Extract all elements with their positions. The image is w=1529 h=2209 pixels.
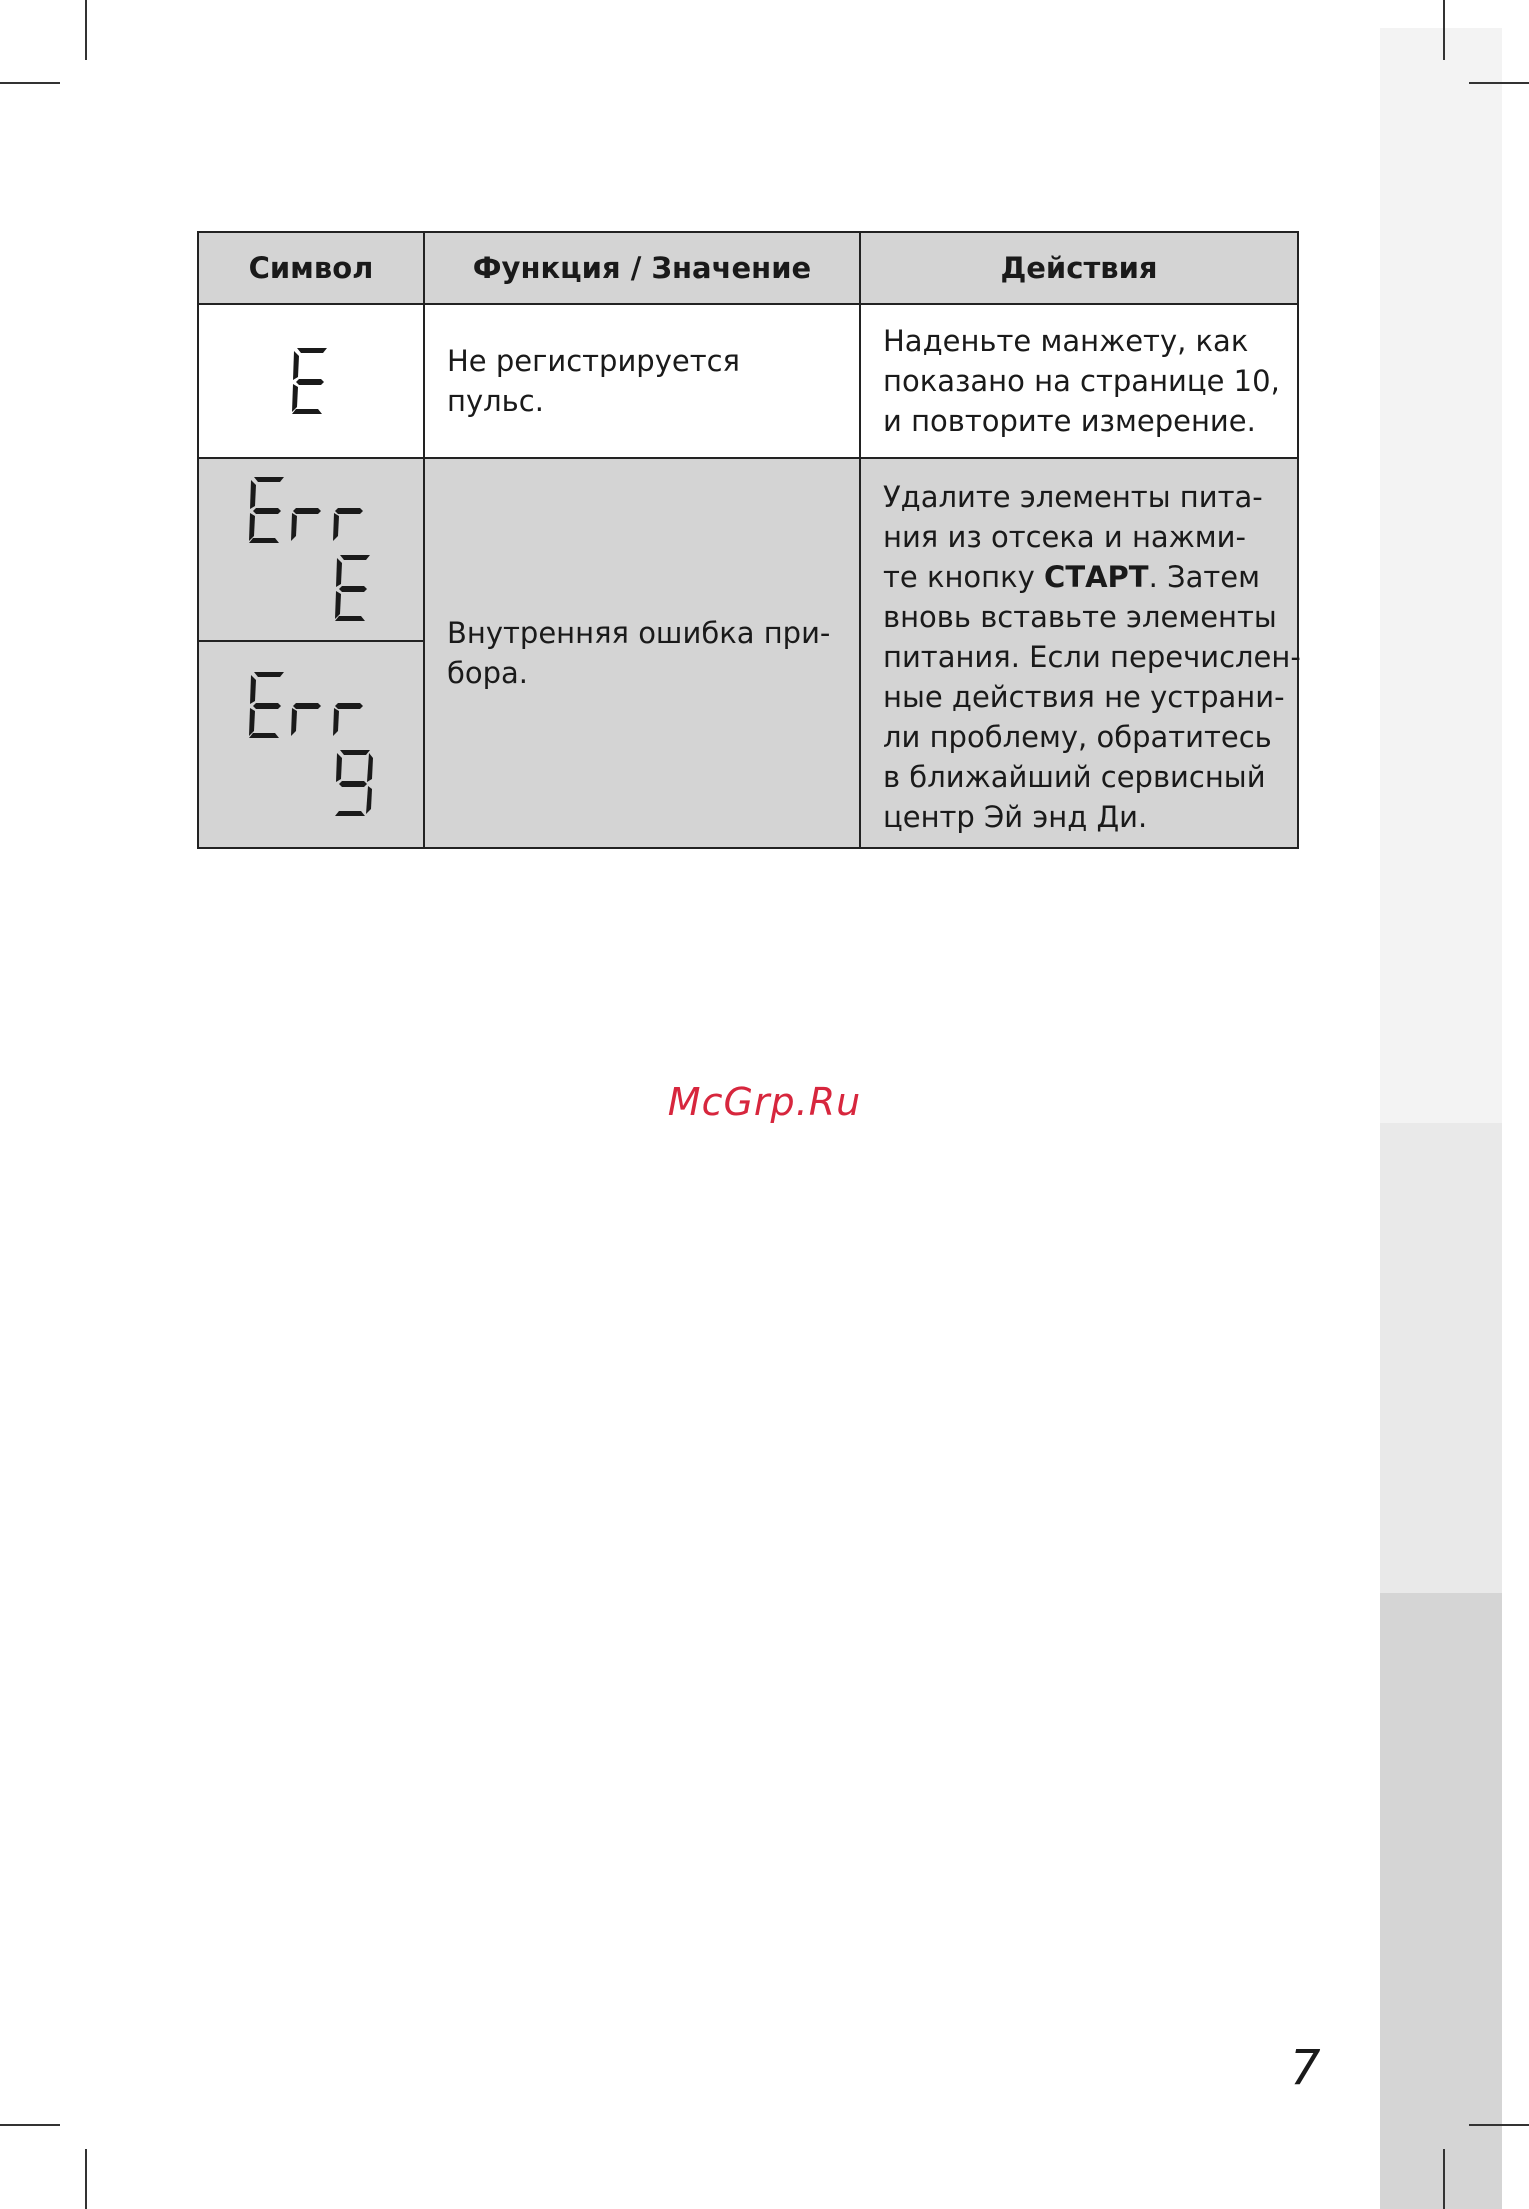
function-cell (424, 458, 860, 848)
side-tab-strip-bottom (1380, 1593, 1502, 2209)
header-function: Функция / Значение (424, 232, 860, 304)
crop-mark (1443, 0, 1445, 60)
symbol-cell (198, 458, 424, 641)
crop-mark (0, 82, 60, 84)
watermark: McGrp.Ru (667, 1080, 862, 1124)
actions-cell (860, 304, 1298, 458)
lcd-err-e-icon (246, 475, 376, 625)
side-tab-strip-middle (1380, 1123, 1502, 1593)
actions-line: Наденьте манжету, как (883, 324, 1249, 358)
header-actions: Действия (860, 232, 1298, 304)
actions-fragment: те кнопку (883, 560, 1035, 594)
error-codes-table (197, 231, 1299, 849)
lcd-e-icon (291, 346, 331, 416)
actions-fragment: . Затем (1148, 560, 1260, 594)
actions-line: и повторите измерение. (883, 404, 1256, 438)
actions-line: вновь вставьте элементы (883, 600, 1277, 634)
table-header-row (198, 232, 1298, 304)
crop-mark (85, 2149, 87, 2209)
actions-cell (860, 458, 1301, 848)
lcd-err-9-icon (246, 670, 376, 820)
actions-line: ния из отсека и нажми- (883, 520, 1246, 554)
actions-line: центр Эй энд Ди. (883, 800, 1148, 834)
actions-line: показано на странице 10, (883, 364, 1280, 398)
header-symbol: Символ (198, 232, 424, 304)
crop-mark (1469, 2124, 1529, 2126)
actions-text (861, 477, 1301, 837)
table-row (198, 458, 1298, 641)
crop-mark (85, 0, 87, 60)
function-line: Внутренняя ошибка при- (447, 616, 831, 650)
function-text (425, 613, 859, 693)
symbol-cell (198, 304, 424, 458)
actions-line: Удалите элементы пита- (883, 480, 1263, 514)
page-number: 7 (1290, 2040, 1321, 2096)
symbol-cell (198, 641, 424, 848)
side-tab-strip-top (1380, 28, 1502, 1123)
table-row (198, 304, 1298, 458)
function-text: Не регистрируется пульс. (447, 344, 740, 418)
actions-line: ли проблему, обратитесь (883, 720, 1272, 754)
actions-text (861, 321, 1297, 441)
function-line: бора. (447, 656, 529, 690)
actions-line (883, 557, 1275, 597)
actions-line: в ближайший сервисный (883, 760, 1266, 794)
function-cell (424, 304, 860, 458)
actions-line: ные действия не устрани- (883, 680, 1285, 714)
crop-mark (0, 2124, 60, 2126)
crop-mark (1469, 82, 1529, 84)
actions-line: питания. Если перечислен- (883, 640, 1301, 674)
crop-mark (1443, 2149, 1445, 2209)
start-button-name: СТАРТ (1044, 560, 1149, 594)
